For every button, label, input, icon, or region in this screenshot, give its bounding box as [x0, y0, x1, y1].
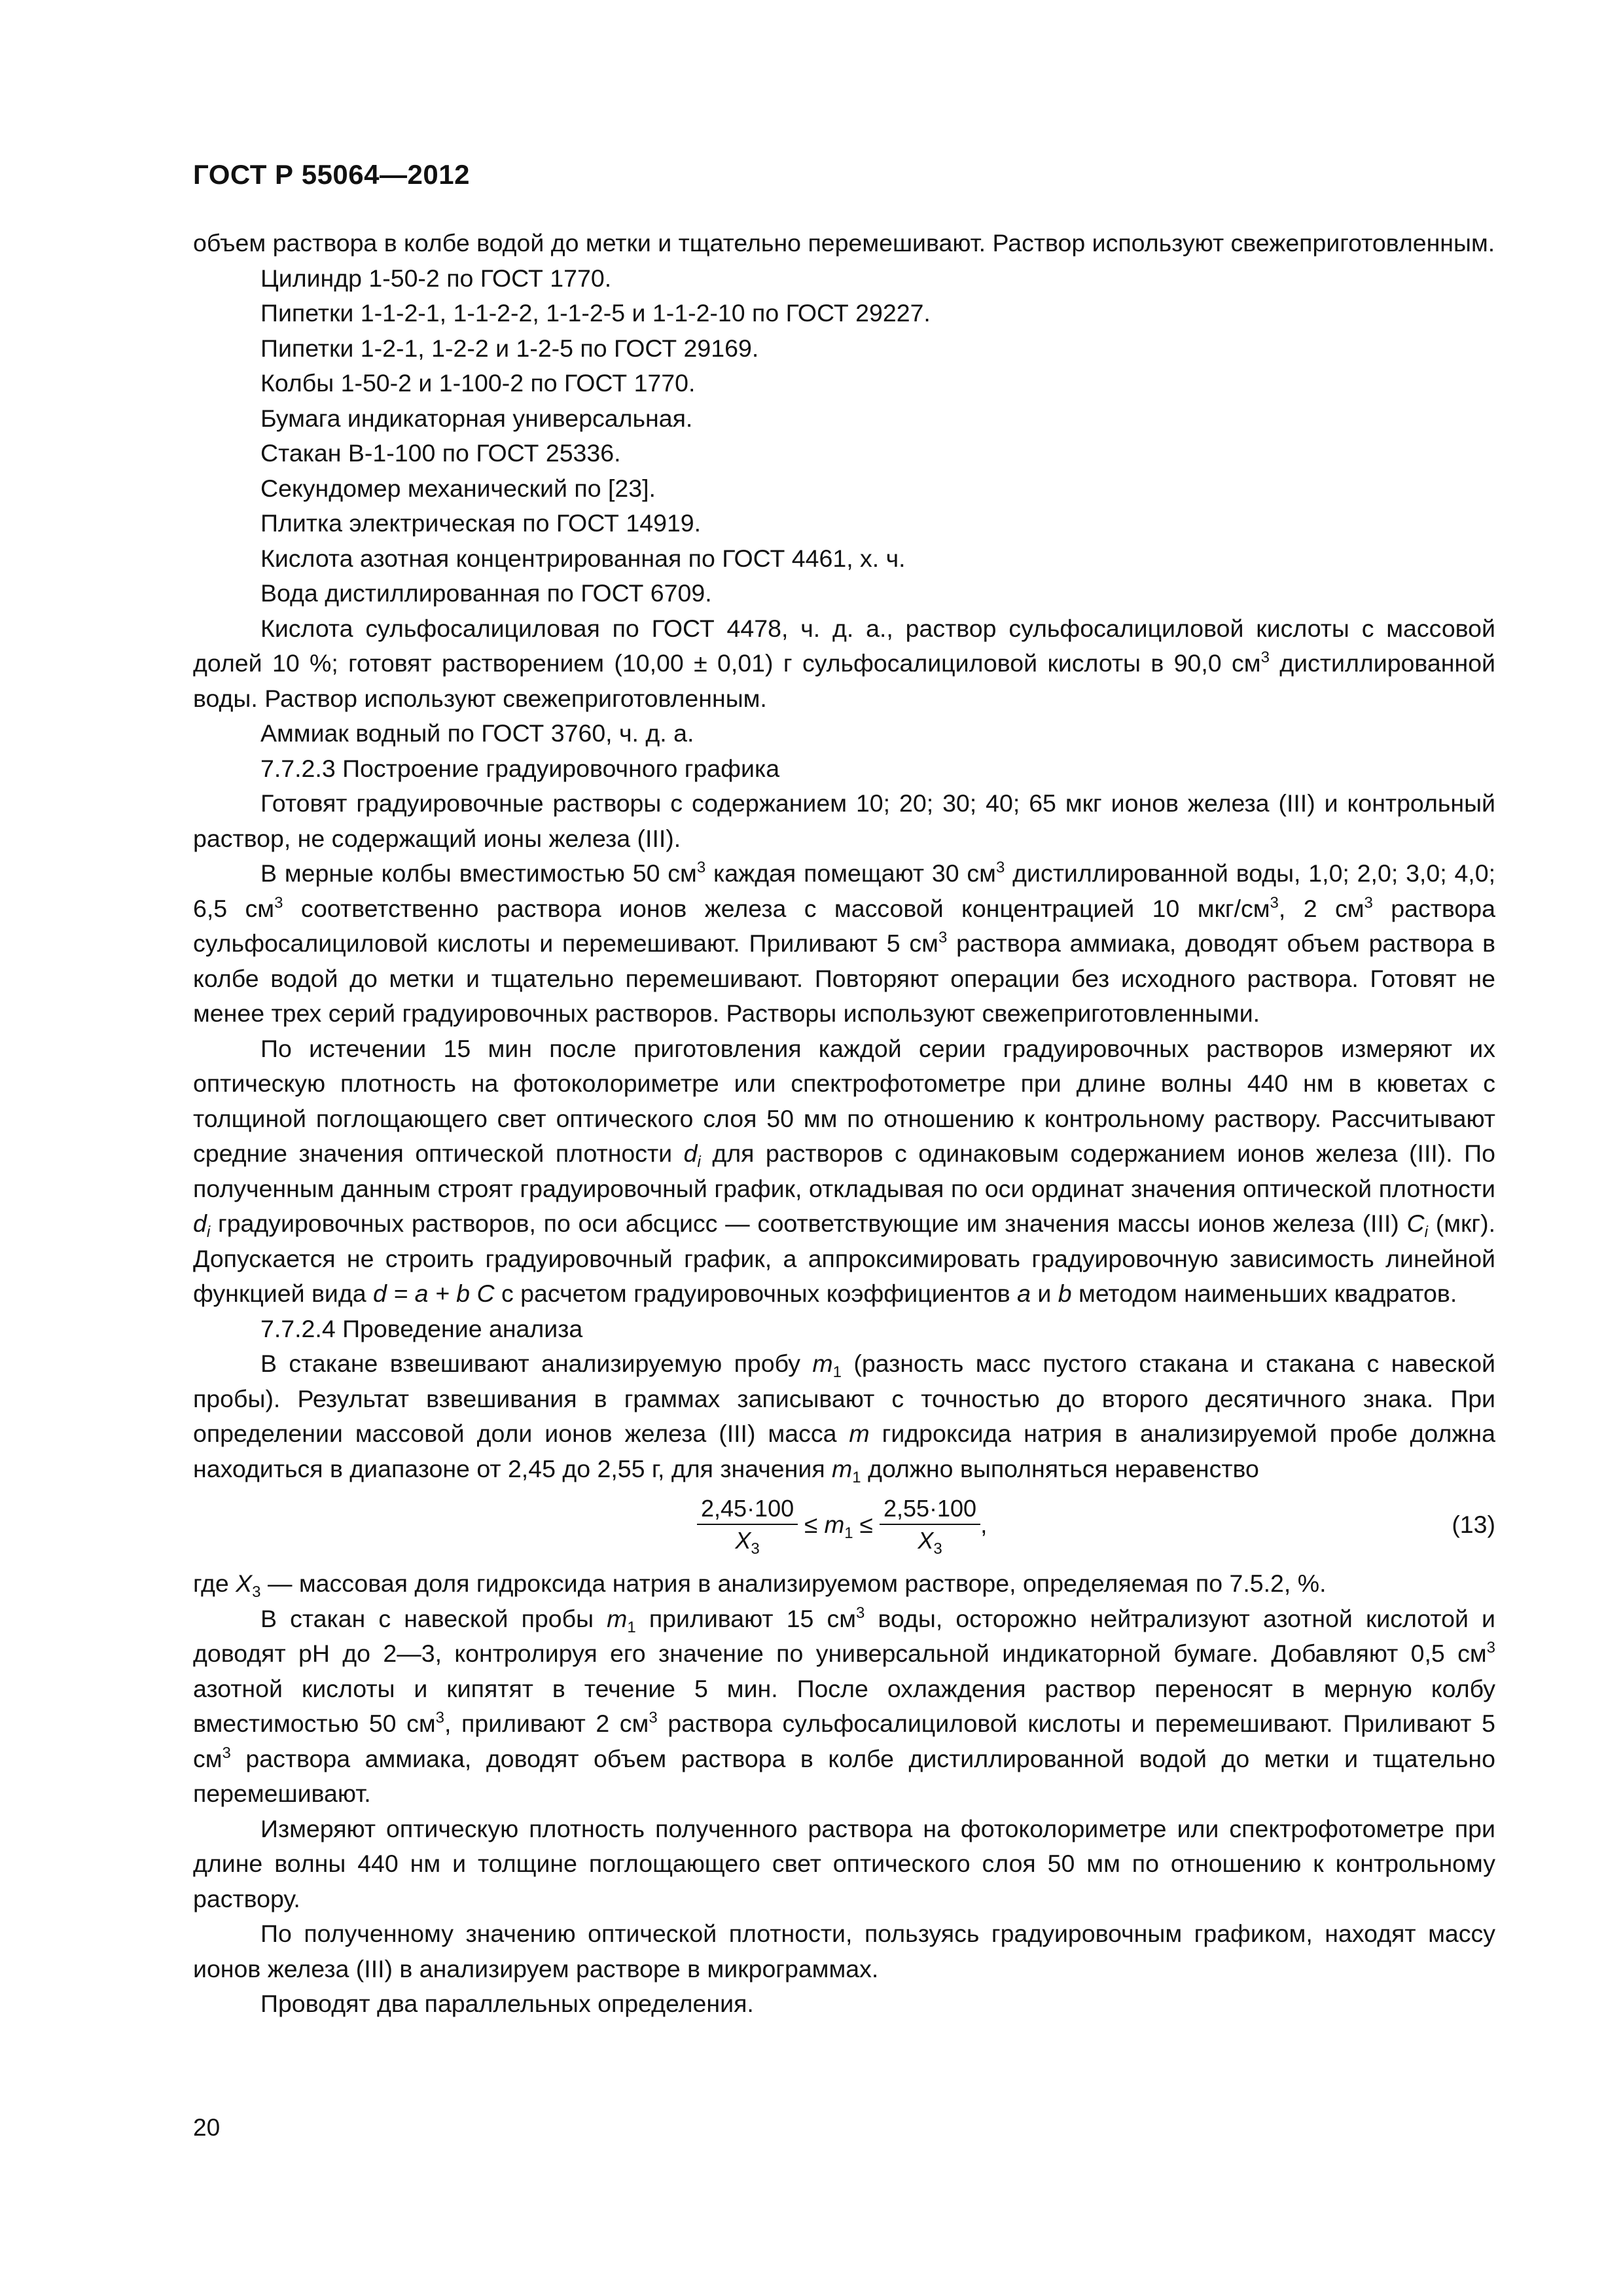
list-item: Цилиндр 1-50-2 по ГОСТ 1770.: [260, 264, 612, 292]
list-item: Стакан В-1-100 по ГОСТ 25336.: [260, 439, 621, 467]
list-item: Вода дистиллированная по ГОСТ 6709.: [260, 579, 712, 607]
inequality-formula: $\frac{2,45\cdot 100}{X_3}$ ≤ $m_1$ ≤ $\frac{2,55\cdot 100}{X_3}$ ,: [697, 1489, 987, 1561]
paragraph: где $X_3$ — массовая доля гидроксида натрия в анализируемом растворе, определяемая по 7.5.2, %.: [193, 1570, 1327, 1601]
list-item: Плитка электрическая по ГОСТ 14919.: [260, 509, 702, 537]
document-body: [193, 226, 1495, 2022]
document-code-header: ГОСТ Р 55064—2012: [193, 159, 470, 190]
paragraph: Готовят градуировочные растворы с содержанием 10; 20; 30; 40; 65 мкг ионов железа (III) и контрольный раствор, не содержащий ионы железа (III).: [193, 789, 1495, 852]
paragraph: Измеряют оптическую плотность полученного раствора на фотоколориметре или спектрофотометре при длине волны 440 нм и толщине поглощающего свет оптического слоя 50 мм по отношению к контрольному раствору.: [193, 1814, 1495, 1912]
paragraph: Кислота сульфосалициловая по ГОСТ 4478, ч. д. а., раствор сульфосалициловой кислоты с массовой долей 10 %; готовят растворением (10,00 ± 0,01) г сульфосалициловой кислоты в 90,0 $см^3$ дистиллированной воды. Раствор используют свежеприготовленным.: [193, 614, 1495, 712]
paragraph: В мерные колбы вместимостью 50 $см^3$ каждая помещают 30 $см^3$ дистиллированной воды, 1,0; 2,0; 3,0; 4,0; 6,5 $см^3$ соответственно раствора ионов железа с массовой концентрацией 10 мкг/$см^3$, 2 $см^3$ раствора сульфосалициловой кислоты и перемешивают. Приливают 5 $см^3$ раствора аммиака, доводят объем раствора в колбе водой до метки и тщательно перемешивают. Повторяют операции без исходного раствора. Готовят не менее трех серий градуировочных растворов. Растворы используют свежеприготовленными.: [193, 859, 1495, 1027]
paragraph: В стакан с навеской пробы $m_1$ приливают 15 $см^3$ воды, осторожно нейтрализуют азотной кислотой и доводят рН до 2—3, контролируя его значение по универсальной индикаторной бумаге. Добавляют 0,5 $см^3$ азотной кислоты и кипятят в течение 5 мин. После охлаждения раствор переносят в мерную колбу вместимостью 50 $см^3$, приливают 2 $см^3$ раствора сульфосалициловой кислоты и перемешивают. Приливают 5 $см^3$ раствора аммиака, доводят объем раствора в колбе дистиллированной водой до метки и тщательно перемешивают.: [193, 1604, 1495, 1807]
section-heading: 7.7.2.3 Построение градуировочного графика: [260, 754, 780, 782]
paragraph: По истечении 15 мин после приготовления каждой серии градуировочных растворов измеряют их оптическую плотность на фотоколориметре или спектрофотометре при длине волны 440 нм в кюветах с толщиной поглощающего свет оптического слоя 50 мм по отношению к контрольному раствору. Рассчитывают средние значения оптической плотности $d_i$ для растворов с одинаковым содержанием ионов железа (III). По полученным данным строят градуировочный график, откладывая по оси ординат значения оптической плотности $d_i$ градуировочных растворов, по оси абсцисс — соответствующие им значения массы ионов железа (III) $C_i$ (мкг). Допускается не строить градуировочный график, а аппроксимировать градуировочную зависимость линейной функцией вида d = a + b C с расчетом градуировочных коэффициентов a и b методом наименьших квадратов.: [193, 1034, 1495, 1307]
list-item: Пипетки 1-2-1, 1-2-2 и 1-2-5 по ГОСТ 29169.: [260, 334, 759, 362]
fraction-right: $\frac{2,55\cdot 100}{X_3}$: [880, 1494, 980, 1556]
page-number: 20: [193, 2114, 221, 2141]
paragraph: В стакане взвешивают анализируемую пробу $m_1$ (разность масс пустого стакана и стакана с навеской пробы). Результат взвешивания в граммах записывают с точностью до второго десятичного знака. При определении массовой доли ионов железа (III) масса m гидроксида натрия в анализируемой пробе должна находиться в диапазоне от 2,45 до 2,55 г, для значения $m_1$ должно выполняться неравенство: [193, 1350, 1495, 1486]
equation-number: (13): [1452, 1511, 1495, 1538]
fraction-left: $\frac{2,45\cdot 100}{X_3}$: [697, 1494, 798, 1556]
paragraph: По полученному значению оптической плотности, пользуясь градуировочным графиком, находят массу ионов железа (III) в анализируем растворе в микрограммах.: [193, 1920, 1495, 1982]
list-item: Колбы 1-50-2 и 1-100-2 по ГОСТ 1770.: [260, 369, 696, 397]
list-item: Бумага индикаторная универсальная.: [260, 404, 693, 432]
paragraph: Проводят два параллельных определения.: [260, 1990, 754, 2017]
paragraph: объем раствора в колбе водой до метки и тщательно перемешивают. Раствор используют свежеприготовленным.: [193, 229, 1495, 257]
list-item: Кислота азотная концентрированная по ГОСТ 4461, х. ч.: [260, 544, 906, 572]
section-heading: 7.7.2.4 Проведение анализа: [260, 1314, 583, 1342]
formula-block: [193, 1488, 1495, 1566]
list-item: Секундомер механический по [23].: [260, 474, 656, 502]
list-item: Пипетки 1-1-2-1, 1-1-2-2, 1-1-2-5 и 1-1-2-10 по ГОСТ 29227.: [260, 299, 931, 327]
list-item: Аммиак водный по ГОСТ 3760, ч. д. а.: [260, 719, 694, 747]
